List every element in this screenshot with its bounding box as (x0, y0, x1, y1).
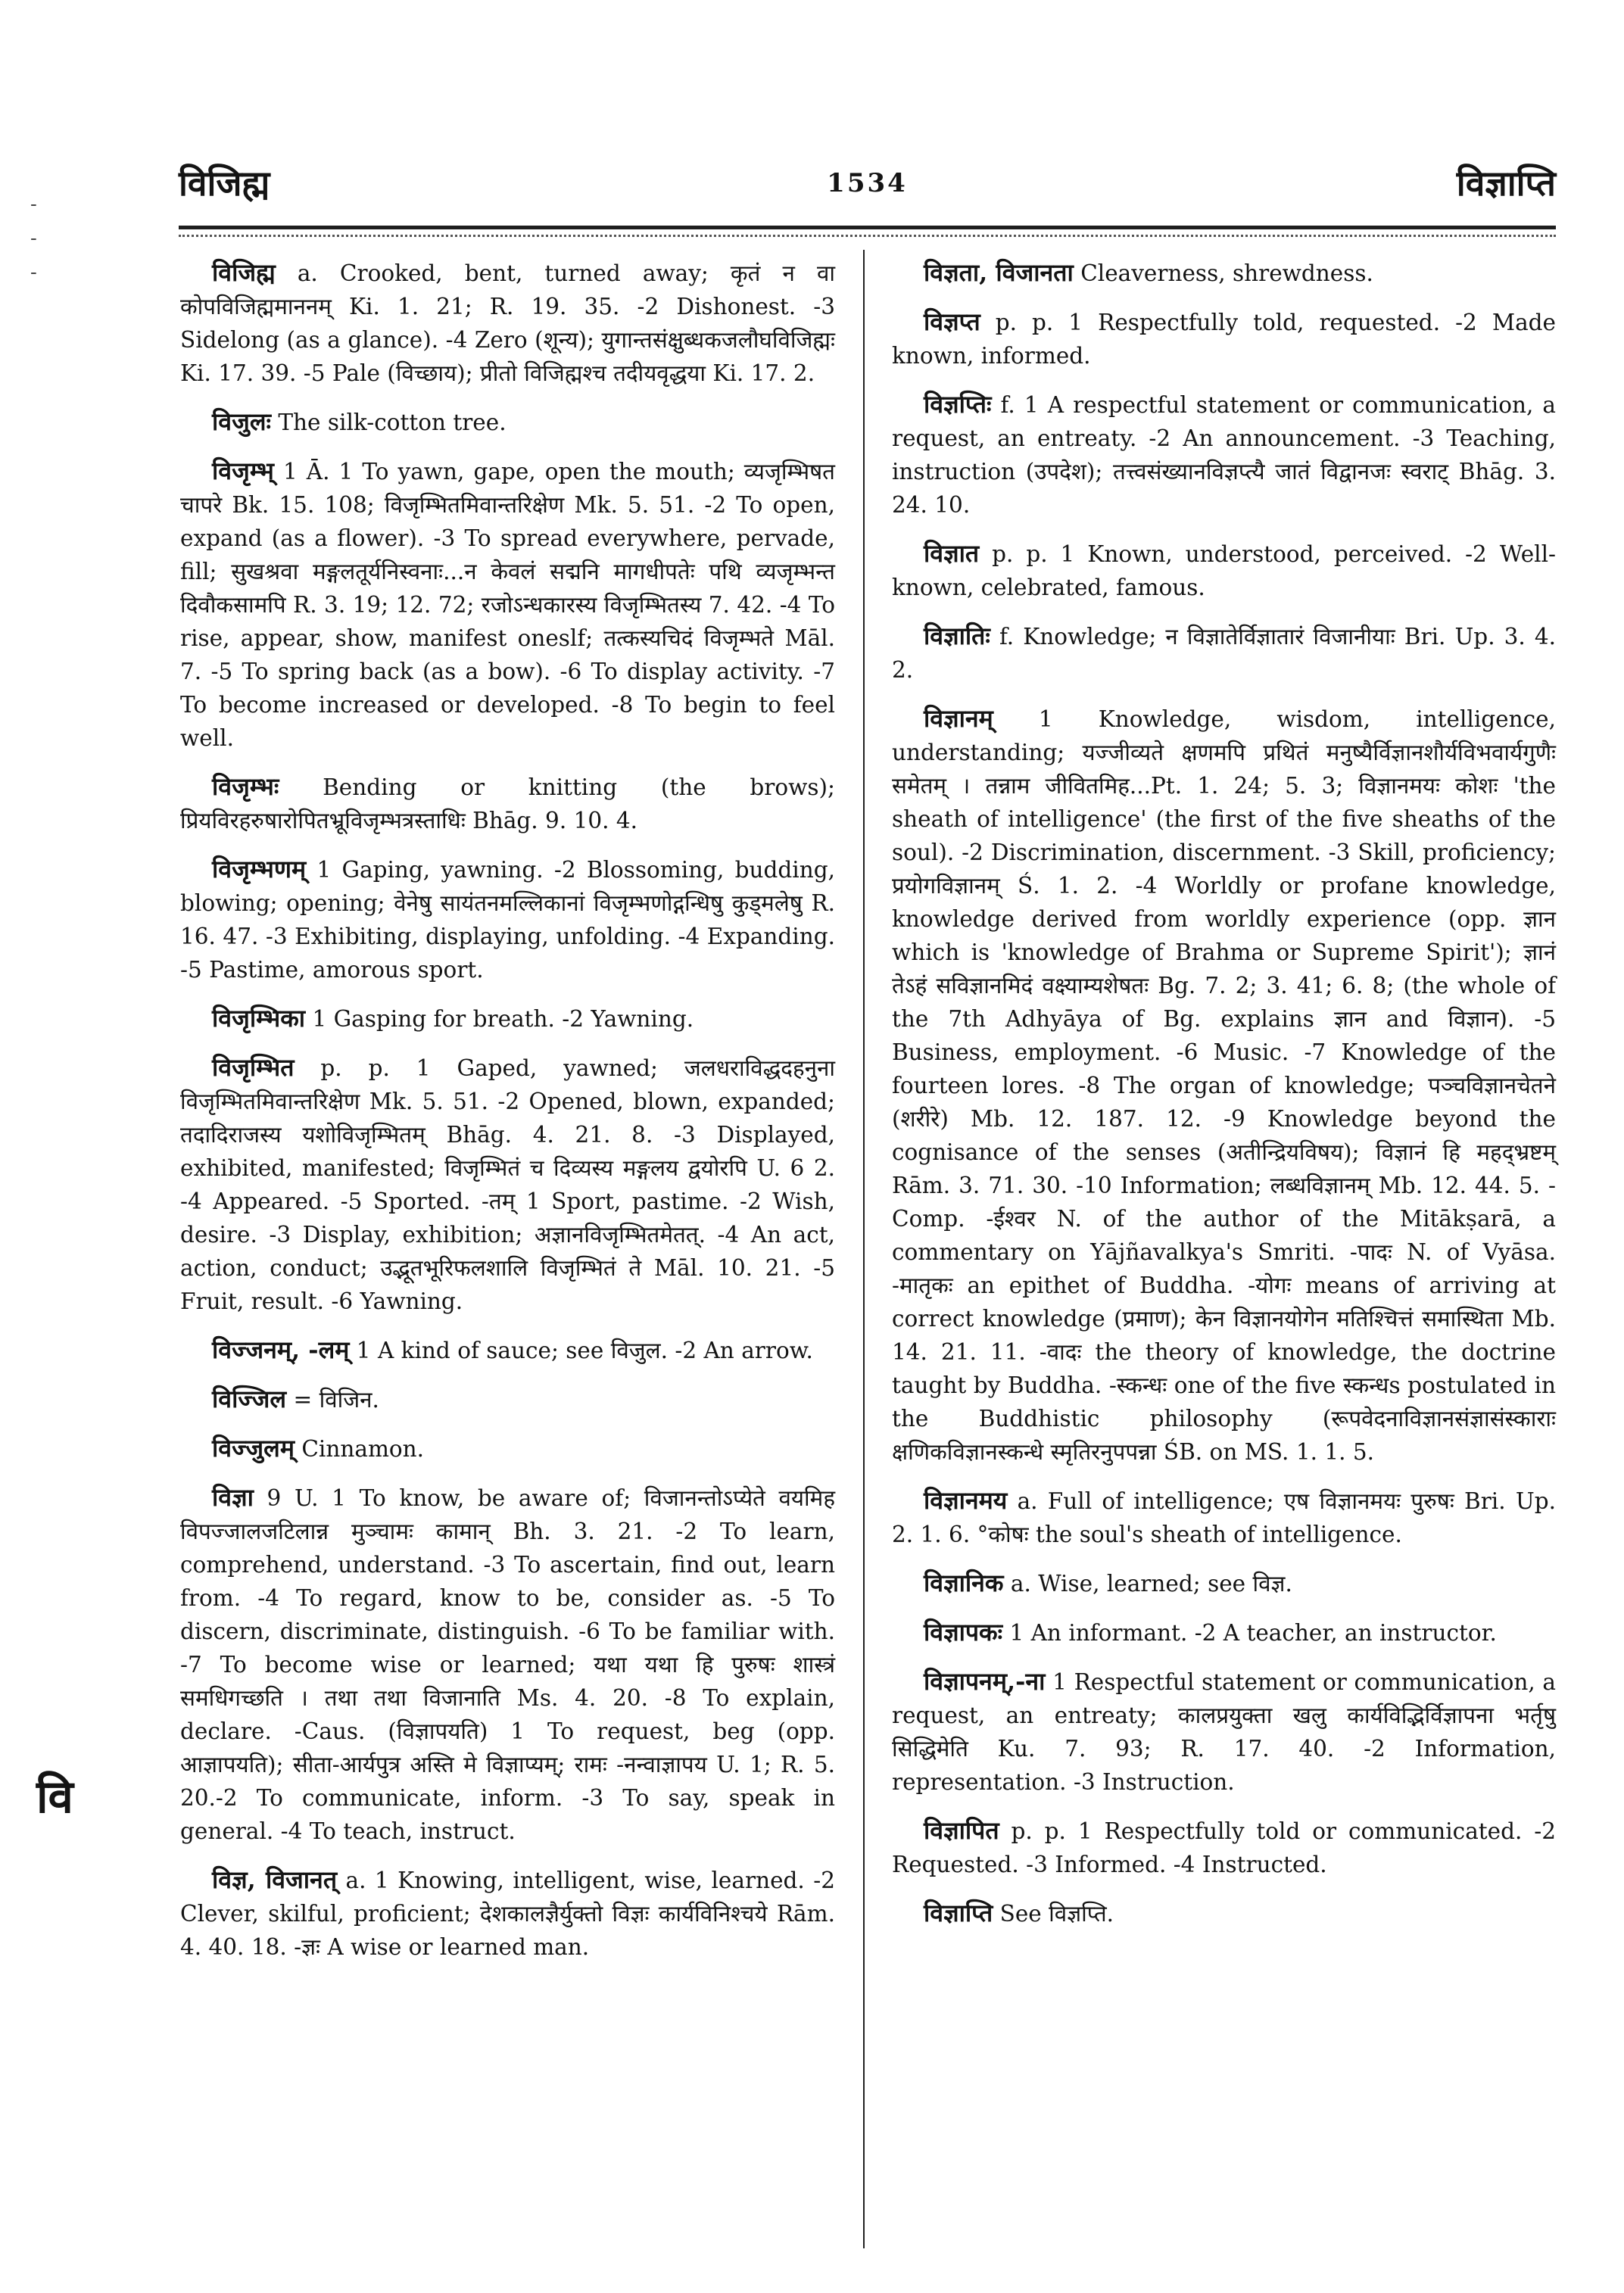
headword: विजुलः (212, 407, 271, 436)
margin-tick: - (30, 261, 37, 284)
headword: विजिह्म (212, 258, 276, 287)
dictionary-entry (892, 1484, 1556, 1551)
definition: a. Full of intelligence; एष विज्ञानमयः पुरुषः Bri. Up. 2. 1. 6. °कोषः the soul's sheath of intelligence. (892, 1488, 1556, 1547)
definition: p. p. 1 Known, understood, perceived. -2 Well-known, celebrated, famous. (892, 541, 1556, 600)
headword: विज्ञातिः (924, 622, 990, 650)
headword: विज्ञापनम्,-ना (924, 1667, 1046, 1696)
definition: 1 An informant. -2 A teacher, an instructor. (1002, 1620, 1497, 1646)
definition: = विजिन. (286, 1387, 379, 1413)
headword: विज्जुलम् (212, 1434, 295, 1463)
dictionary-entry (892, 1615, 1556, 1650)
headword: विज्ञात (924, 539, 980, 568)
headword: विज्ञानिक (924, 1569, 1004, 1597)
dictionary-entry (892, 537, 1556, 604)
page-header (179, 159, 1556, 220)
column-divider (863, 250, 865, 2248)
dictionary-entry (892, 1665, 1556, 1799)
definition: Cinnamon. (294, 1436, 425, 1462)
definition: The silk-cotton tree. (270, 410, 507, 435)
headword: विज्ञानम् (924, 704, 993, 733)
headword: विजृम्भः (212, 772, 279, 801)
dictionary-entry (892, 305, 1556, 372)
definition: 1 Respectful statement or communication, a request, an entreaty; कालप्रयुक्ता खलु कार्यविद्भिर्विज्ञापना भर्तृषु सिद्धिमेति Ku. 7. 93; R. 17. 40. -2 Information, representation. -3 Instruction. (892, 1669, 1556, 1795)
dictionary-entry (180, 1051, 835, 1318)
definition: Bending or knitting (the brows); प्रियविरहरुषारोपितभ्रूविजृम्भत्रस्ताधिः Bhāg. 9. 10. 4. (180, 774, 835, 833)
definition: p. p. 1 Respectfully told, requested. -2 Made known, informed. (892, 310, 1556, 369)
dictionary-entry (180, 1002, 835, 1036)
right-column (892, 256, 1556, 1946)
headword: विज्ञ, विजानत् (212, 1865, 338, 1894)
margin-tick: - (30, 227, 37, 250)
left-column (180, 256, 835, 1979)
dictionary-entry (180, 405, 835, 439)
definition: a. Crooked, bent, turned away; कृतं न वा कोपविजिह्ममाननम् Ki. 1. 21; R. 19. 35. -2 Dishonest. -3 Sidelong (as a glance). -4 Zero (शून्य); युगान्तसंक्षुब्धकजलौघविजिह्मः Ki. 17. 39. -5 Pale (विच्छाय); प्रीतो विजिह्मश्च तदीयवृद्धया Ki. 17. 2. (180, 260, 835, 386)
definition: 1 Knowledge, wisdom, intelligence, understanding; यज्जीव्यते क्षणमपि प्रथितं मनुष्यैर्विज्ञानशौर्यविभवार्यगुणैः समेतम् । तन्नाम जीवितमिह...Pt. 1. 24; 5. 3; विज्ञानमयः कोशः 'the sheath of intelligence' (the first of the five sheaths of the soul). -2 Discrimination, discernment. -3 Skill, proficiency; प्रयोगविज्ञानम् Ś. 1. 2. -4 Worldly or profane knowledge, knowledge derived from worldly experience (opp. ज्ञान which is 'knowledge of Brahma or Supreme Spirit'); ज्ञानं तेऽहं सविज्ञानमिदं वक्ष्याम्यशेषतः Bg. 7. 2; 3. 41; 6. 8; (the whole of the 7th Adhyāya of Bg. explains ज्ञान and विज्ञान). -5 Business, employment. -6 Music. -7 Knowledge of the fourteen lores. -8 The organ of knowledge; पञ्चविज्ञानचेतने (शरीरे) Mb. 12. 187. 12. -9 Knowledge beyond the cognisance of the senses (अतीन्द्रियविषय); विज्ञानं हि महद्भ्रष्टम् Rām. 3. 71. 30. -10 Information; लब्धविज्ञानम् Mb. 12. 44. 5. -Comp. -ईश्वर N. of the author of the Mitākṣarā, a commentary on Yājñavalkya's Smriti. -पादः N. of Vyāsa. -मातृकः an epithet of Buddha. -योगः means of arriving at correct knowledge (प्रमाण); केन विज्ञानयोगेन मतिश्चित्तं समास्थिता Mb. 14. 21. 11. -वादः the theory of knowledge, the doctrine taught by Buddha. -स्कन्धः one of the five स्कन्धs postulated in the Buddhistic philosophy (रूपवेदनाविज्ञानसंज्ञासंस्काराः क्षणिकविज्ञानस्कन्धे स्मृतिरनुपपन्ना ŚB. on MS. 1. 1. 5. (892, 706, 1556, 1465)
definition: p. p. 1 Respectfully told or communicated. -2 Requested. -3 Informed. -4 Instructed. (892, 1818, 1556, 1877)
headword: विज्ञता, विजानता (924, 258, 1074, 287)
headword: विज्ञापकः (924, 1618, 1003, 1647)
header-rule (179, 226, 1556, 229)
headword: विज्ञाप्ति (924, 1899, 993, 1927)
definition: a. Wise, learned; see विज्ञ. (1003, 1571, 1292, 1597)
dictionary-entry (892, 1896, 1556, 1930)
dictionary-entry (180, 1333, 835, 1367)
dictionary-entry (180, 1863, 835, 1964)
definition: 1 Gasping for breath. -2 Yawning. (305, 1006, 694, 1032)
thumb-index-glyph: वि (36, 1771, 73, 1824)
dictionary-entry (892, 702, 1556, 1469)
definition: f. 1 A respectful statement or communication, a request, an entreaty. -2 An announcement. -3 Teaching, instruction (उपदेश); तत्त्वसंख्यानविज्ञप्त्यै जातं विद्वानजः स्वराट् Bhāg. 3. 24. 10. (892, 392, 1556, 518)
definition: Cleaverness, shrewdness. (1073, 260, 1373, 286)
dictionary-entry (892, 619, 1556, 687)
definition: 1 A kind of sauce; see विजुल. -2 An arrow. (349, 1338, 813, 1363)
header-left-guide-word: विजिह्म (179, 163, 270, 204)
margin-tick: - (30, 193, 37, 216)
dictionary-entry (892, 1566, 1556, 1600)
header-right-guide-word: विज्ञाप्ति (1456, 163, 1556, 204)
dictionary-entry (180, 454, 835, 755)
headword: विज्ञानमय (924, 1486, 1008, 1515)
definition: 1 Ā. 1 To yawn, gape, open the mouth; व्यजृम्भिषत चापरे Bk. 15. 108; विजृम्भितमिवान्तरिक्षेण Mk. 5. 51. -2 To open, expand (as a flower). -3 To spread everywhere, pervade, fill; सुखश्रवा मङ्गलतूर्यनिस्वनाः...न केवलं सद्मनि मागधीपतेः पथि व्यजृम्भन्त दिवौकसामपि R. 3. 19; 12. 72; रजोऽन्धकारस्य विजृम्भितस्य 7. 42. -4 To rise, appear, show, manifest oneslf; तत्कस्यचिदं विजृम्भते Māl. 7. -5 To spring back (as a bow). -6 To display activity. -7 To become increased or developed. -8 To begin to feel well. (180, 459, 835, 751)
definition: 9 U. 1 To know, be aware of; विजानन्तोऽप्येते वयमिह विपज्जालजटिलान्न मुञ्चामः कामान् Bh. 3. 21. -2 To learn, comprehend, understand. -3 To ascertain, find out, learn from. -4 To regard, know to be, consider as. -5 To discern, discriminate, distinguish. -6 To be familiar with. -7 To become wise or learned; यथा यथा हि पुरुषः शास्त्रं समधिगच्छति । तथा तथा विजानाति Ms. 4. 20. -8 To explain, declare. -Caus. (विज्ञापयति) 1 To request, beg (opp. आज्ञापयति); सीता-आर्यपुत्र अस्ति मे विज्ञाप्यम्; रामः -नन्वाज्ञापय U. 1; R. 5. 20.-2 To communicate, inform. -3 To say, speak in general. -4 To teach, instruct. (180, 1485, 835, 1844)
headword: विज्ञा (212, 1483, 254, 1512)
headword: विज्जनम्, -लम् (212, 1335, 350, 1364)
headword: विज्ञप्त (924, 307, 980, 336)
headword: विज्जिल (212, 1385, 287, 1413)
headword: विज्ञप्तिः (924, 390, 992, 419)
header-dotted-rule (179, 235, 1556, 239)
page-number: 1534 (827, 168, 908, 198)
headword: विजृम्भ् (212, 456, 274, 485)
definition: p. p. 1 Gaped, yawned; जलधराविद्धदहनुना विजृम्भितमिवान्तरिक्षेण Mk. 5. 51. -2 Opened, blown, expanded; तदादिराजस्य यशोविजृम्भितम् Bhāg. 4. 21. 8. -3 Displayed, exhibited, manifested; विजृम्भितं च दिव्यस्य मङ्गलय द्वयोरपि U. 6 2. -4 Appeared. -5 Sported. -तम् 1 Sport, pastime. -2 Wish, desire. -3 Display, exhibition; अज्ञानविजृम्भितमेतत्. -4 An act, action, conduct; उद्भूतभूरिफलशालि विजृम्भितं ते Māl. 10. 21. -5 Fruit, result. -6 Yawning. (180, 1055, 835, 1314)
dictionary-entry (892, 256, 1556, 290)
dictionary-entry (180, 256, 835, 390)
definition: 1 Gaping, yawning. -2 Blossoming, budding, blowing; opening; वेनेषु सायंतनमल्लिकानां विजृम्भणोद्गन्धिषु कुड्मलेषु R. 16. 47. -3 Exhibiting, displaying, unfolding. -4 Expanding. -5 Pastime, amorous sport. (180, 857, 835, 983)
dictionary-entry (892, 388, 1556, 522)
definition: See विज्ञप्ति. (993, 1901, 1114, 1927)
dictionary-entry (180, 770, 835, 837)
dictionary-entry (180, 1432, 835, 1466)
headword: विजृम्भित (212, 1053, 295, 1082)
dictionary-entry (180, 1382, 835, 1416)
definition: f. Knowledge; न विज्ञातेर्विज्ञातारं विजानीयाः Bri. Up. 3. 4. 2. (892, 624, 1556, 683)
definition: a. 1 Knowing, intelligent, wise, learned. -2 Clever, skilful, proficient; देशकालज्ञैर्युक्तो विज्ञः कार्यविनिश्चये Rām. 4. 40. 18. -ज्ञः A wise or learned man. (180, 1868, 835, 1960)
headword: विजृम्भणम् (212, 855, 307, 883)
dictionary-entry (892, 1814, 1556, 1881)
headword: विजृम्भिका (212, 1004, 306, 1033)
dictionary-entry (180, 1481, 835, 1848)
headword: विज्ञापित (924, 1816, 999, 1845)
dictionary-entry (180, 852, 835, 986)
